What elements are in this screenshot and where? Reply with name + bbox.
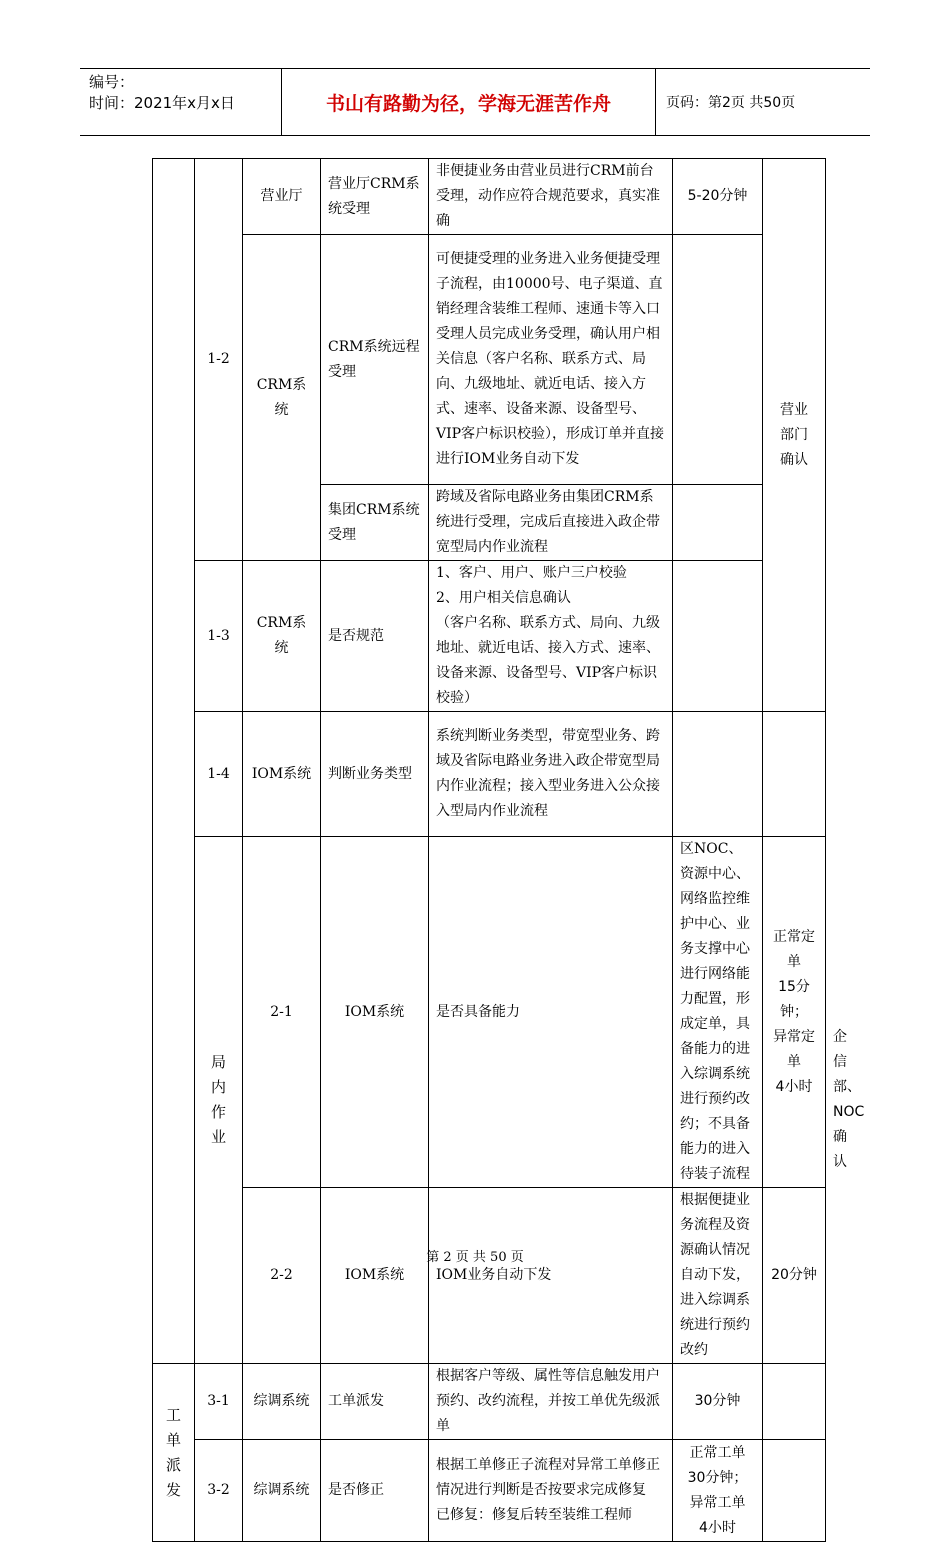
action-cell: CRM系统远程受理 xyxy=(321,235,429,485)
description-cell xyxy=(429,1440,673,1542)
description-line: 2、用户相关信息确认 xyxy=(436,590,571,606)
description-cell: 可便捷受理的业务进入业务便捷受理子流程，由10000号、电子渠道、直销经理含装维工程师、速通卡等入口受理人员完成业务受理，确认用户相关信息（客户名称、联系方式、局向、九级地址、就近电话、接入方式、速率、设备来源、设备型号、VIP客户标识校验），形成订单并直接进行IOM业务自动下发 xyxy=(429,235,673,485)
system-cell: CRM系统 xyxy=(243,235,321,561)
time-line: 异常定单 xyxy=(773,1028,815,1070)
system-cell: IOM系统 xyxy=(321,1188,429,1364)
confirm-line: 营业 xyxy=(780,401,808,418)
stage-char: 派 xyxy=(165,1455,181,1474)
system-cell: 营业厅 xyxy=(243,159,321,235)
action-cell: 判断业务类型 xyxy=(321,712,429,837)
table-row xyxy=(153,1440,826,1542)
document-number-label: 编号： xyxy=(89,73,135,91)
process-table xyxy=(152,158,865,1542)
stage-char: 工 xyxy=(165,1405,181,1424)
stage-char: 内 xyxy=(210,1078,226,1096)
time-cell xyxy=(673,1440,763,1542)
system-cell: 综调系统 xyxy=(243,1364,321,1440)
system-cell: CRM系统 xyxy=(243,561,321,712)
time-line: 30分钟； xyxy=(687,1469,748,1486)
page-footer: 第 2 页 共 50 页 xyxy=(426,1250,524,1265)
step-cell: 1-4 xyxy=(195,712,243,837)
system-cell: IOM系统 xyxy=(243,712,321,837)
time-line: 4小时 xyxy=(699,1519,736,1536)
time-cell xyxy=(763,837,826,1188)
document-date-label: 时间：2021年x月x日 xyxy=(89,94,235,112)
table-row: 局 内 作 业 2-1 IOM系统 是否具备能力 区NOC、资源中心、网络监控维护中心、业务支撑中心进行网络能力配置，形成定单，具备能力的进入综调系统进行预约改约；不具备能力的进入待装子流程 正常定单 15分钟； 异常定单 4小时 企信 部、 NOC 确认 xyxy=(153,837,826,1188)
confirm-line: 确认 xyxy=(780,451,808,468)
table-row xyxy=(153,159,826,235)
time-cell xyxy=(673,235,763,485)
table-row xyxy=(153,235,826,485)
header-motto: 书山有路勤为径，学海无涯苦作舟 xyxy=(282,69,656,135)
table-row xyxy=(153,712,826,837)
time-line: 正常定单 xyxy=(773,928,815,970)
table-row xyxy=(153,561,826,712)
time-line: 15分钟； xyxy=(778,978,810,1020)
stage-char: 业 xyxy=(210,1128,226,1146)
time-cell xyxy=(673,712,763,837)
stage-char: 局 xyxy=(210,1053,226,1071)
description-line: 1、客户、用户、账户三户校验 xyxy=(436,565,627,581)
table-row xyxy=(153,1364,826,1440)
page-header xyxy=(80,68,870,136)
time-cell xyxy=(673,561,763,712)
step-cell: 3-2 xyxy=(195,1440,243,1542)
step-cell: 2-2 xyxy=(243,1188,321,1364)
time-line: 正常工单 xyxy=(689,1444,746,1461)
step-cell: 2-1 xyxy=(243,837,321,1188)
action-cell: 是否具备能力 xyxy=(429,837,673,1188)
time-cell xyxy=(673,485,763,561)
time-cell: 20分钟 xyxy=(763,1188,826,1364)
action-cell: 集团CRM系统受理 xyxy=(321,485,429,561)
stage-char: 单 xyxy=(165,1430,181,1449)
action-cell: 工单派发 xyxy=(321,1364,429,1440)
time-cell: 5-20分钟 xyxy=(673,159,763,235)
stage-char: 发 xyxy=(165,1480,181,1499)
confirm-cell-empty xyxy=(763,712,826,837)
header-page-label: 页码：第2页 共50页 xyxy=(666,95,796,111)
step-cell: 1-2 xyxy=(195,159,243,561)
system-cell: 综调系统 xyxy=(243,1440,321,1542)
confirm-cell-empty xyxy=(763,1440,826,1542)
action-cell: IOM业务自动下发 xyxy=(429,1188,673,1364)
description-cell xyxy=(429,561,673,712)
time-line: 异常工单 xyxy=(689,1494,746,1511)
table-row xyxy=(153,1188,826,1364)
confirm-cell-empty xyxy=(763,1364,826,1440)
stage-cell-1 xyxy=(153,159,195,1364)
description-cell: 根据便捷业务流程及资源确认情况自动下发，进入综调系统进行预约改约 xyxy=(673,1188,763,1364)
header-meta xyxy=(80,69,282,135)
action-cell: 是否修正 xyxy=(321,1440,429,1542)
description-cell: 根据客户等级、属性等信息触发用户预约、改约流程，并按工单优先级派单 xyxy=(429,1364,673,1440)
step-cell: 1-3 xyxy=(195,561,243,712)
description-cell: 非便捷业务由营业员进行CRM前台受理，动作应符合规范要求，真实准确 xyxy=(429,159,673,235)
system-cell: IOM系统 xyxy=(321,837,429,1188)
description-line: 根据工单修正子流程对异常工单修正情况进行判断是否按要求完成修复 xyxy=(436,1457,660,1498)
time-cell: 30分钟 xyxy=(673,1364,763,1440)
stage-cell-2 xyxy=(195,837,243,1364)
confirm-cell-sales xyxy=(763,159,826,712)
description-cell: 跨域及省际电路业务由集团CRM系统进行受理，完成后直接进入政企带宽型局内作业流程 xyxy=(429,485,673,561)
step-cell: 3-1 xyxy=(195,1364,243,1440)
action-cell: 是否规范 xyxy=(321,561,429,712)
action-cell: 营业厅CRM系统受理 xyxy=(321,159,429,235)
stage-char: 作 xyxy=(210,1103,226,1121)
description-cell: 系统判断业务类型，带宽型业务、跨域及省际电路业务进入政企带宽型局内作业流程；接入型业务进入公众接入型局内作业流程 xyxy=(429,712,673,837)
description-line: 已修复：修复后转至装维工程师 xyxy=(436,1507,632,1523)
confirm-line: 部门 xyxy=(780,426,808,443)
description-cell: 区NOC、资源中心、网络监控维护中心、业务支撑中心进行网络能力配置，形成定单，具备能力的进入综调系统进行预约改约；不具备能力的进入待装子流程 xyxy=(673,837,763,1188)
description-line: （客户名称、联系方式、局向、九级地址、就近电话、接入方式、速率、设备来源、设备型号、VIP客户标识校验） xyxy=(436,615,660,706)
time-line: 4小时 xyxy=(775,1078,813,1095)
stage-cell-3 xyxy=(153,1364,195,1542)
